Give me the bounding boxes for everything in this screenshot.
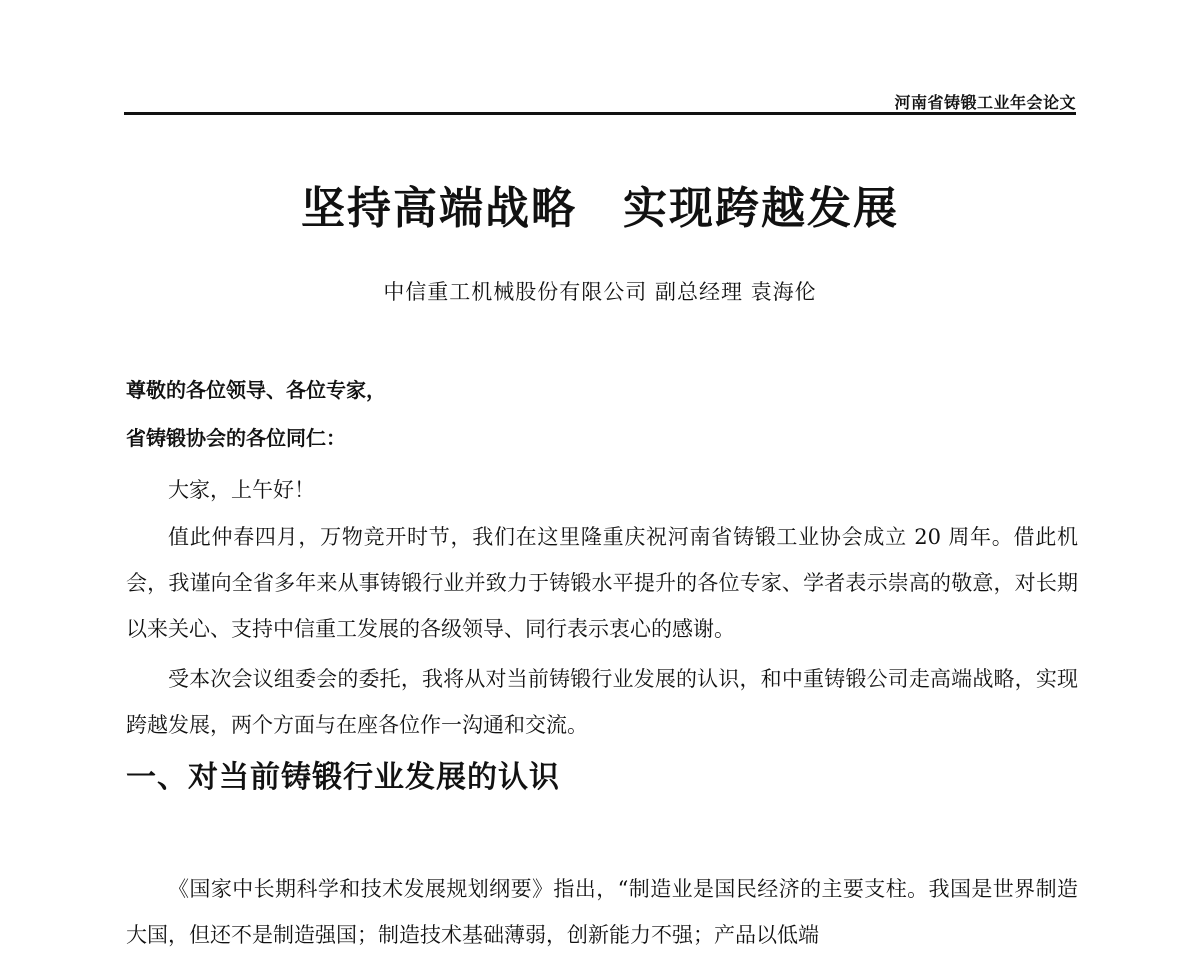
greeting: 大家，上午好！ xyxy=(168,478,315,502)
article-title: 坚持高端战略 实现跨越发展 xyxy=(301,183,899,234)
paragraph-2: 受本次会议组委会的委托，我将从对当前铸锻行业发展的认识，和中重铸锻公司走高端战略，实现跨越发展，两个方面与在座各位作一沟通和交流。 xyxy=(126,667,1078,737)
author-byline: 中信重工机械股份有限公司 副总经理 袁海伦 xyxy=(383,280,817,304)
salutation-line-2: 省铸锻协会的各位同仁： xyxy=(126,426,346,450)
running-header: 河南省铸锻工业年会论文 xyxy=(894,93,1076,112)
paragraph-3: 《国家中长期科学和技术发展规划纲要》指出，“制造业是国民经济的主要支柱。我国是世界制造大国，但还不是制造强国；制造技术基础薄弱，创新能力不强；产品以低端 xyxy=(126,877,1078,947)
salutation-line-1: 尊敬的各位领导、各位专家， xyxy=(126,378,386,402)
paragraph-1: 值此仲春四月，万物竞开时节，我们在这里隆重庆祝河南省铸锻工业协会成立 20 周年。借此机会，我谨向全省多年来从事铸锻行业并致力于铸锻水平提升的各位专家、学者表示崇高的敬意，对长期以来关心、支持中信重工发展的各级领导、同行表示衷心的感谢。 xyxy=(126,525,1078,641)
header-rule xyxy=(124,112,1076,115)
section-heading-1: 一、对当前铸锻行业发展的认识 xyxy=(126,760,560,795)
